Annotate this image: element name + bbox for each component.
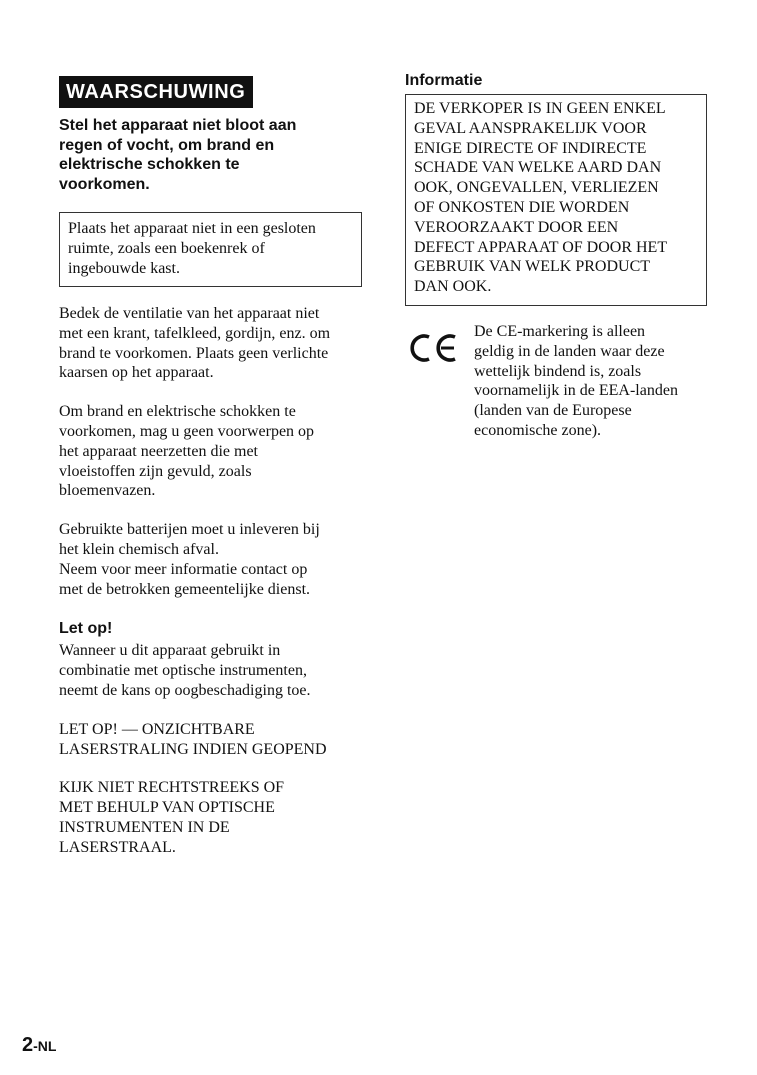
paragraph-line: Wanneer u dit apparaat gebruikt in — [59, 642, 281, 660]
paragraph-line: bloemenvazen. — [59, 482, 156, 500]
paragraph-line: Neem voor meer informatie contact op — [59, 560, 308, 578]
paragraph-line: LASERSTRALING INDIEN GEOPEND — [59, 740, 327, 758]
paragraph-line: met de betrokken gemeentelijke dienst. — [59, 580, 311, 598]
right-column — [405, 70, 707, 462]
warning-lead-line: Stel het apparaat niet bloot aan — [59, 117, 297, 134]
laser-open-paragraph — [59, 720, 362, 760]
paragraph-line: LET OP! — ONZICHTBARE — [59, 720, 255, 738]
liability-disclaimer-box — [405, 94, 707, 306]
ce-text-line: De CE-markering is alleen — [474, 322, 646, 340]
paragraph-line: neemt de kans op oogbeschadiging toe. — [59, 681, 311, 699]
ce-text-line: wettelijk bindend is, zoals — [474, 362, 642, 380]
paragraph-line: INSTRUMENTEN IN DE — [59, 818, 230, 836]
laser-look-paragraph — [59, 778, 362, 857]
paragraph-line: Om brand en elektrische schokken te — [59, 403, 296, 421]
ce-marking-text — [474, 322, 710, 441]
ce-text-line: economische zone). — [474, 421, 602, 439]
optics-paragraph — [59, 641, 362, 700]
information-heading: Informatie — [405, 72, 483, 89]
disclaimer-line: VEROORZAAKT DOOR EEN — [414, 218, 619, 236]
disclaimer-line: OOK, ONGEVALLEN, VERLIEZEN — [414, 179, 659, 197]
ce-text-line: voornamelijk in de EEA-landen — [474, 382, 678, 400]
liquids-paragraph — [59, 402, 362, 501]
paragraph-line: LASERSTRAAL. — [59, 838, 176, 856]
paragraph-line: Gebruikte batterijen moet u inleveren bij — [59, 521, 320, 539]
disclaimer-line: DE VERKOPER IS IN GEEN ENKEL — [414, 100, 666, 117]
disclaimer-line: OF ONKOSTEN DIE WORDEN — [414, 198, 630, 216]
page-number-value: 2 — [22, 1034, 34, 1056]
paragraph-line: vloeistoffen zijn gevuld, zoals — [59, 462, 252, 480]
warning-label: WAARSCHUWING — [59, 76, 253, 108]
ce-text-line: geldig in de landen waar deze — [474, 342, 665, 360]
paragraph-line: het klein chemisch afval. — [59, 540, 219, 558]
warning-lead-line: regen of vocht, om brand en — [59, 136, 275, 154]
placement-notice-line: ruimte, zoals een boekenrek of — [68, 240, 265, 257]
paragraph-line: met een krant, tafelkleed, gordijn, enz. om — [59, 324, 331, 342]
paragraph-line: KIJK NIET RECHTSTREEKS OF — [59, 779, 285, 797]
placement-notice-box — [59, 212, 362, 287]
page-language-suffix: -NL — [33, 1038, 57, 1054]
disclaimer-line: DEFECT APPARAAT OF DOOR HET — [414, 238, 668, 256]
disclaimer-line: ENIGE DIRECTE OF INDIRECTE — [414, 139, 647, 157]
left-column — [59, 76, 362, 858]
warning-lead-line: voorkomen. — [59, 175, 150, 193]
warning-lead-line: elektrische schokken te — [59, 156, 240, 173]
warning-lead-text — [59, 116, 362, 194]
placement-notice-line: Plaats het apparaat niet in een gesloten — [68, 220, 316, 237]
paragraph-line: MET BEHULP VAN OPTISCHE — [59, 799, 275, 817]
disclaimer-line: GEVAL AANSPRAKELIJK VOOR — [414, 119, 647, 137]
ce-marking-section — [405, 322, 707, 462]
paragraph-line: voorkomen, mag u geen voorwerpen op — [59, 422, 315, 440]
ce-mark-icon — [407, 330, 461, 366]
placement-notice-line: ingebouwde kast. — [68, 260, 180, 277]
disclaimer-line: GEBRUIK VAN WELK PRODUCT — [414, 258, 651, 276]
ventilation-paragraph — [59, 304, 362, 383]
ce-text-line: (landen van de Europese — [474, 402, 632, 420]
paragraph-line: combinatie met optische instrumenten, — [59, 662, 307, 680]
paragraph-line: brand te voorkomen. Plaats geen verlichte — [59, 344, 329, 362]
batteries-paragraph — [59, 520, 362, 599]
paragraph-line: het apparaat neerzetten die met — [59, 442, 258, 460]
disclaimer-line: SCHADE VAN WELKE AARD DAN — [414, 159, 662, 177]
paragraph-line: Bedek de ventilatie van het apparaat niet — [59, 305, 320, 322]
disclaimer-line: DAN OOK. — [414, 278, 492, 296]
paragraph-line: kaarsen op het apparaat. — [59, 364, 214, 382]
page-number — [22, 1033, 56, 1058]
caution-heading: Let op! — [59, 620, 113, 638]
